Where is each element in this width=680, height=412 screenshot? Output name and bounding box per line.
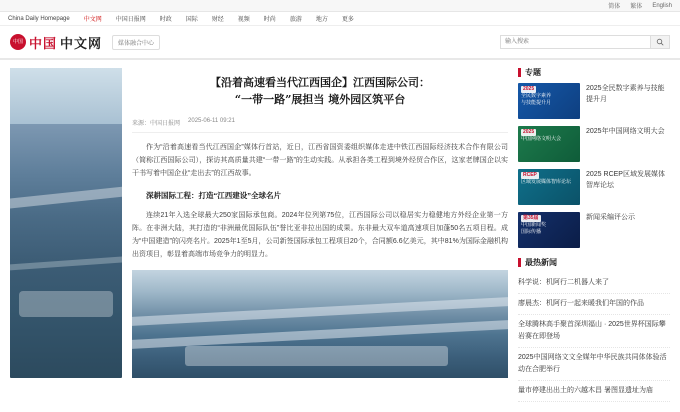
nav-brand-link[interactable]: 中文网 bbox=[83, 17, 102, 23]
photo-sky bbox=[10, 68, 122, 124]
masthead bbox=[0, 26, 680, 60]
promo-thumb-tag: 第35届 bbox=[523, 215, 539, 221]
article-photo-strip-1 bbox=[132, 296, 508, 327]
byline-source: 来源：中国日报网 bbox=[132, 121, 181, 127]
top-utility-bar bbox=[0, 0, 680, 12]
left-rail-photo bbox=[10, 68, 122, 378]
nav-homepage-link[interactable]: China Daily Homepage bbox=[8, 15, 70, 22]
logo-badge-icon: 中国 bbox=[10, 34, 26, 50]
list-item[interactable] bbox=[518, 169, 670, 205]
list-item[interactable]: 科学说：机阿行二机器人来了 bbox=[518, 273, 670, 294]
logo-text-secondary: 中文网 bbox=[60, 36, 103, 52]
list-item[interactable]: 全球腾林高手聚首深圳福山 · 2025世界杯国际攀岩赛在即登场 bbox=[518, 315, 670, 348]
nav-item-4[interactable]: 视频 bbox=[237, 17, 250, 23]
hot-news-title: 最热新闻 bbox=[518, 258, 670, 267]
article-subheading: 深耕国际工程：打造“江西建设”全球名片 bbox=[146, 191, 281, 200]
nav-item-6[interactable]: 旅游 bbox=[289, 17, 302, 23]
nav-item-7[interactable]: 地方 bbox=[315, 17, 328, 23]
list-item[interactable]: 2025中国网络文文全媒年中华民族共同体体验活动在合肥举行 bbox=[518, 348, 670, 381]
promo-thumb-line-1: 中国网络文明大会 bbox=[521, 136, 562, 142]
lang-item-1[interactable]: 繁体 bbox=[630, 4, 643, 10]
nav-item-5[interactable]: 时尚 bbox=[263, 17, 276, 23]
promo-thumbnail bbox=[518, 212, 580, 248]
promo-thumb-tag: RCEP bbox=[523, 172, 537, 178]
promo-title[interactable]: 2025全民数字素养与技能提升月 bbox=[586, 85, 665, 103]
promo-thumbnail bbox=[518, 83, 580, 119]
left-rail bbox=[10, 68, 122, 412]
page-body bbox=[0, 60, 680, 412]
nav-item-1[interactable]: 时政 bbox=[159, 17, 172, 23]
logo-text-primary: 中国 bbox=[29, 36, 58, 52]
promo-thumb-tag: 2025 bbox=[523, 129, 535, 135]
feature-section-title: 专题 bbox=[518, 68, 670, 77]
list-item[interactable] bbox=[518, 126, 670, 162]
byline-timestamp: 2025-06-11 09:21 bbox=[188, 118, 235, 124]
promo-thumb-line-2: 与技能提升月 bbox=[521, 100, 552, 106]
promo-thumb-line-1: 全民数字素养 bbox=[521, 93, 552, 99]
page-title bbox=[136, 74, 504, 108]
promo-title[interactable]: 新闻采编评公示 bbox=[586, 214, 635, 221]
article-paragraph-1: 作为“沿着高速看当代江西国企”媒体行首站，近日，江西省国资委组织媒体走进中铁江西国际经济技术合作有限公司（简称江西国际公司），探访其高质量共建“一带一路”的生动实践。从承担各类工程到境外经贸合作区，这家老牌国企以实干书写着中国企业“走出去”的江西故事。 bbox=[132, 144, 508, 177]
nav-item-2[interactable]: 国际 bbox=[185, 17, 198, 23]
nav-item-0[interactable]: 中国日报网 bbox=[115, 17, 146, 23]
promo-title[interactable]: 2025 RCEP区域发展媒体智库论坛 bbox=[586, 171, 665, 189]
promo-thumb-line-2: 国际传播 bbox=[521, 229, 542, 235]
headline-line-2: “一带一路”展担当 境外园区筑平台 bbox=[234, 93, 406, 106]
list-item[interactable]: 量市停建出出土的六越木昌 暑图显遗址为庙 bbox=[518, 381, 670, 402]
right-rail bbox=[518, 68, 670, 412]
lang-item-2[interactable]: English bbox=[652, 2, 672, 9]
photo-runway-1 bbox=[10, 184, 122, 209]
search-button[interactable] bbox=[650, 35, 670, 49]
search-box bbox=[500, 35, 670, 49]
promo-thumb-tag: 2025 bbox=[523, 86, 535, 92]
headline-line-1: 【沿着高速看当代江西国企】江西国际公司： bbox=[210, 76, 430, 89]
article-photo-building bbox=[185, 346, 448, 366]
search-icon bbox=[656, 38, 664, 46]
byline bbox=[132, 118, 508, 133]
list-item[interactable]: 廖晨杰：机阿行一起来暖我们年国的作品 bbox=[518, 294, 670, 315]
article-paragraph-2: 连续21年入选全球最大250家国际承包商。2024年位列第75位，江西国际公司以稳居实力稳健地方外经企业第一方阵。在非洲大陆，其打造的“非洲最优国际队伍”誉比亚非拉出国的成果。东非最大双车道高速项目加蓬50名五项目程。成为“中国建造”的闪亮名片。2025年1至5月，公司新签国际承包工程项目20个，合同额6.6亿美元，其中81%为国际金融机构出资项目，彰显着高端市场竞争力的明显力。 bbox=[132, 212, 508, 258]
nav-item-8[interactable]: 更多 bbox=[341, 17, 354, 23]
search-input[interactable] bbox=[500, 35, 650, 49]
article bbox=[132, 68, 508, 412]
promo-thumbnail bbox=[518, 126, 580, 162]
list-item[interactable] bbox=[518, 83, 670, 119]
list-item[interactable] bbox=[518, 212, 670, 248]
article-photo bbox=[132, 270, 508, 378]
feature-section bbox=[518, 68, 670, 248]
nav-item-3[interactable]: 财经 bbox=[211, 17, 224, 23]
lang-item-0[interactable]: 简体 bbox=[608, 4, 621, 10]
promo-thumb-line-1: 区域发展媒体智库论坛 bbox=[521, 179, 572, 185]
site-logo[interactable] bbox=[10, 33, 102, 52]
hot-news-section bbox=[518, 258, 670, 402]
promo-thumbnail bbox=[518, 169, 580, 205]
masthead-tag: 媒体融合中心 bbox=[112, 35, 160, 50]
photo-runway-2 bbox=[10, 255, 122, 271]
promo-title[interactable]: 2025年中国网络文明大会 bbox=[586, 128, 665, 135]
primary-nav bbox=[0, 12, 680, 26]
photo-terminal bbox=[19, 291, 113, 317]
promo-thumb-line-1: 中国新闻奖 bbox=[521, 222, 547, 228]
